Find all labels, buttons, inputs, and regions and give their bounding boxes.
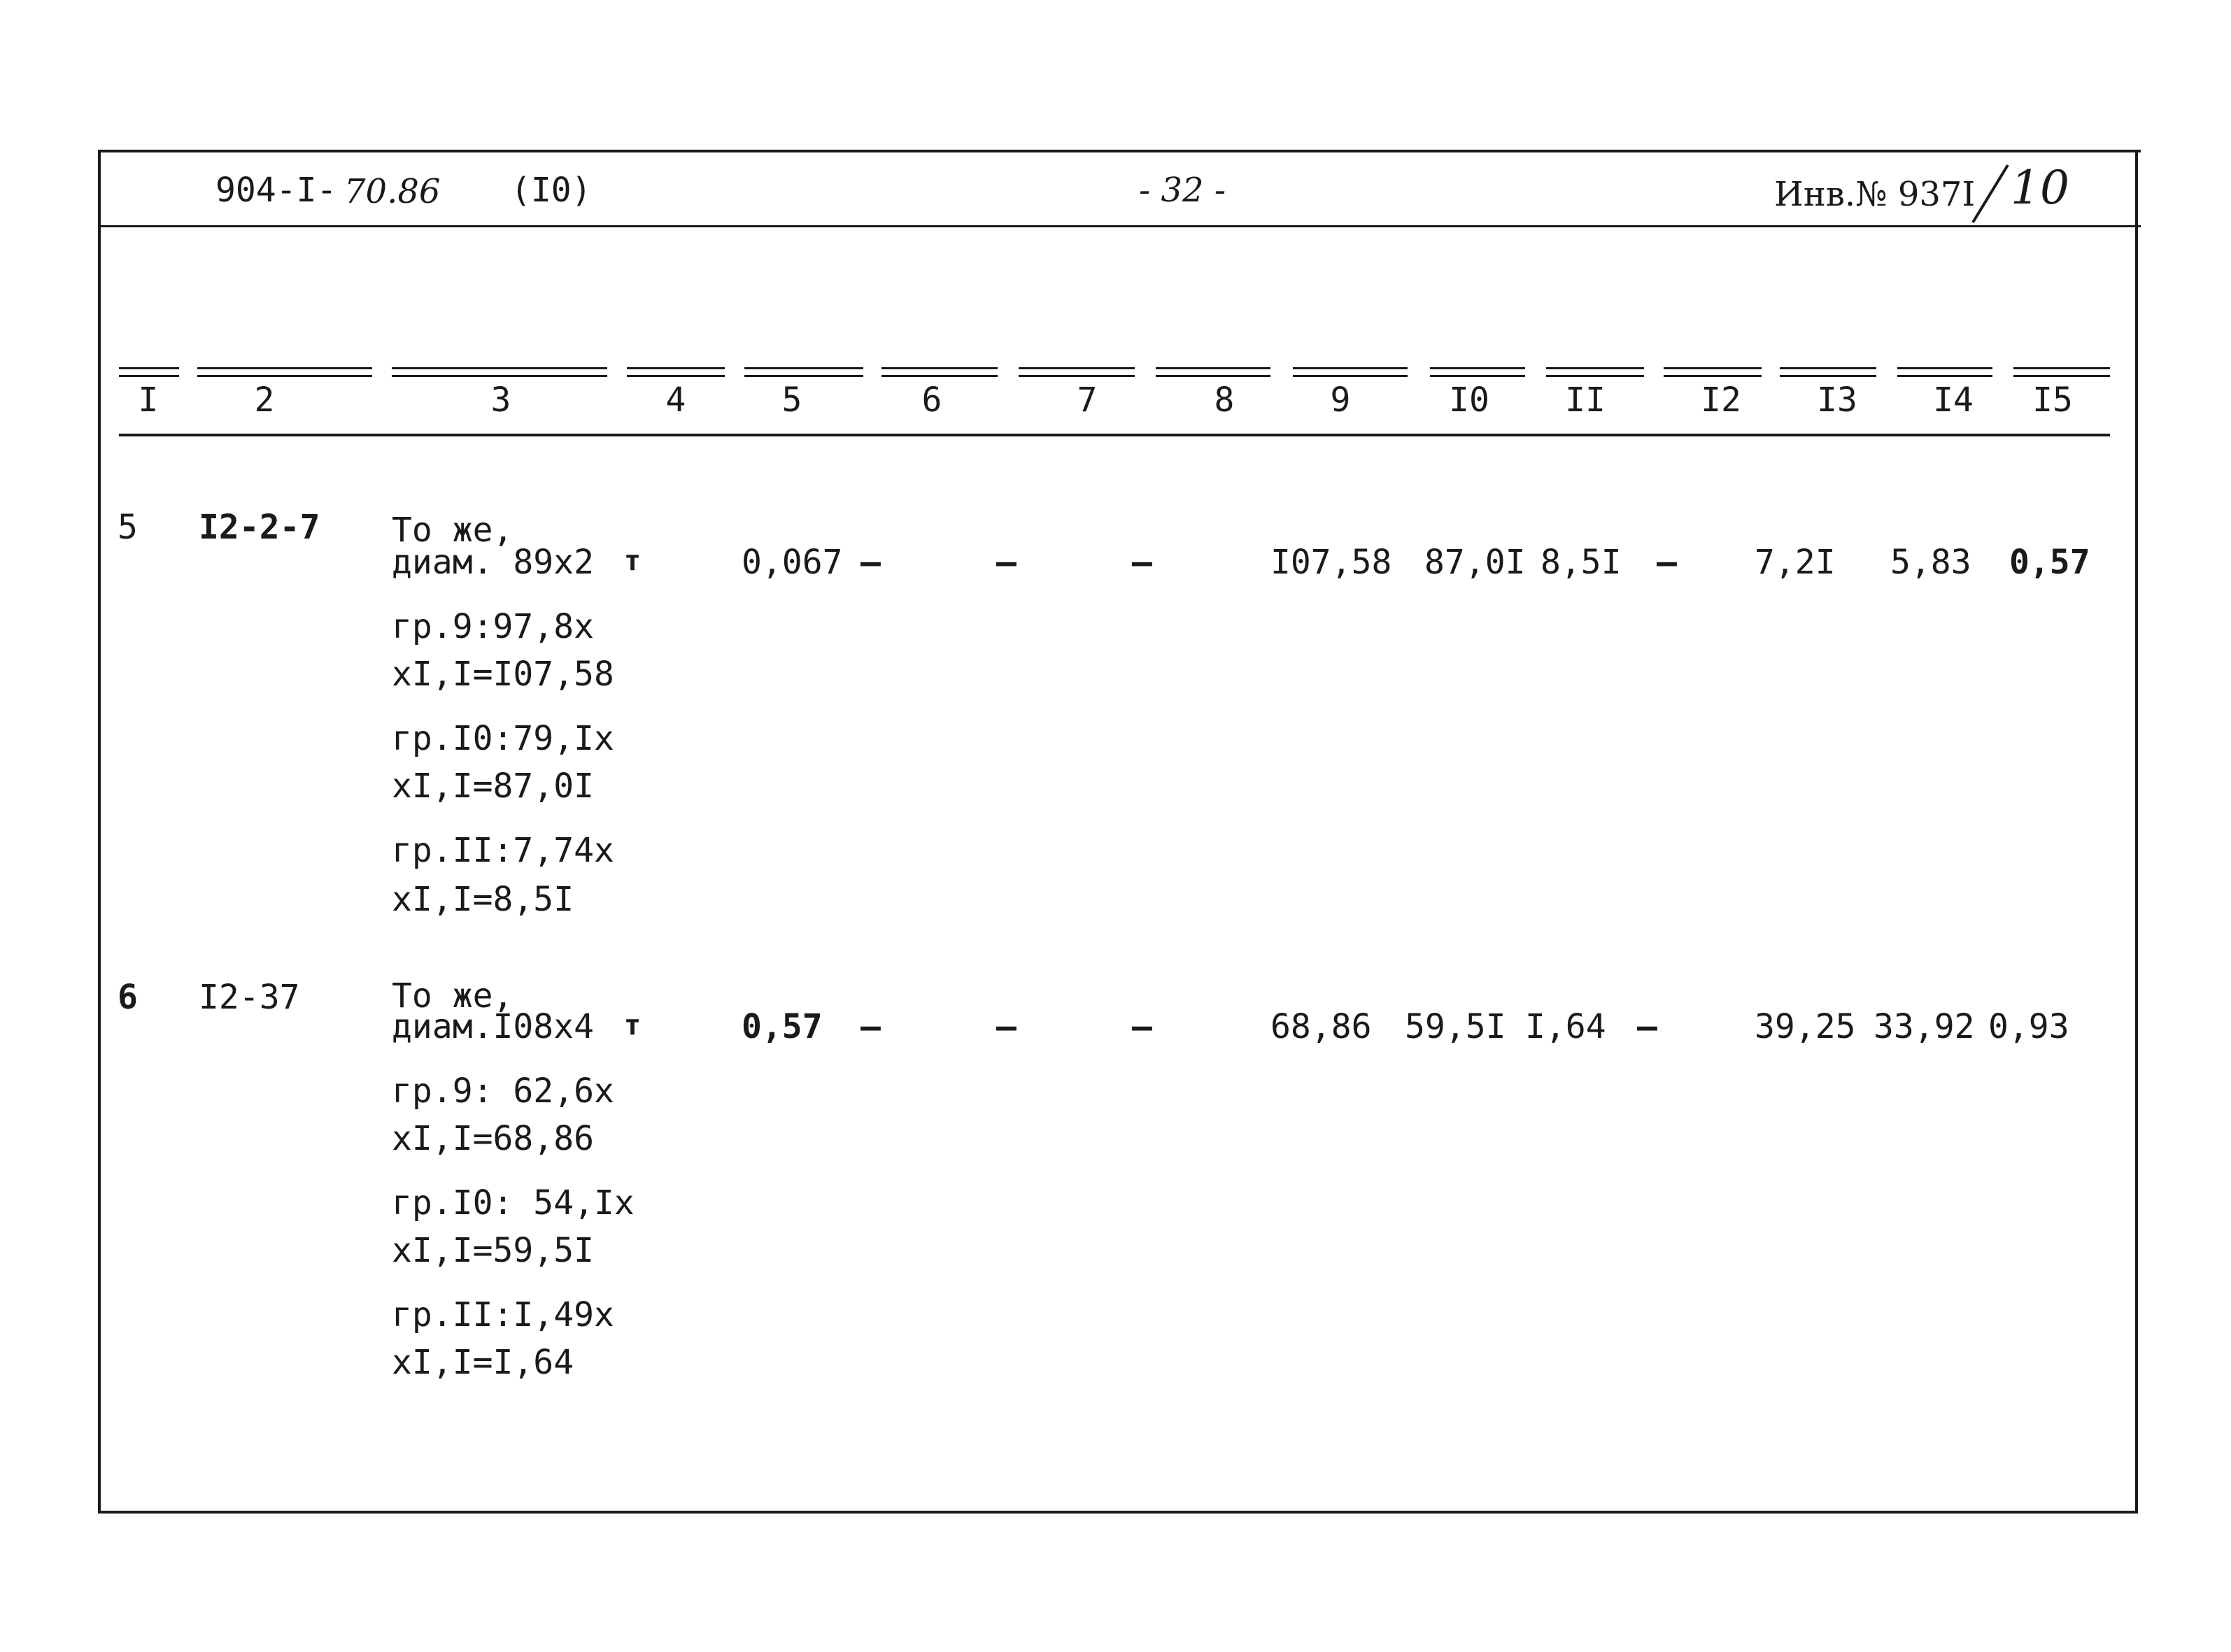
col-header-9: 9 bbox=[1330, 380, 1351, 420]
row-code: I2-2-7 bbox=[199, 508, 320, 547]
row-desc-line2: диам. 89x2 bbox=[392, 543, 594, 582]
calc-note-line: xI,I=I,64 bbox=[392, 1343, 574, 1382]
calc-note-line: гр.I0: 54,Ix bbox=[392, 1183, 635, 1223]
calc-note-line: гр.I0:79,Ix bbox=[392, 719, 614, 758]
row-col13: 39,25 bbox=[1755, 1007, 1856, 1046]
row-col8: – bbox=[1132, 1007, 1152, 1046]
col-header-14: I4 bbox=[1933, 380, 1974, 420]
calc-note-line: xI,I=I07,58 bbox=[392, 655, 614, 694]
row-desc-line1: То же, bbox=[392, 976, 514, 1016]
calc-note-line: гр.II:I,49x bbox=[392, 1295, 614, 1334]
doc-code-printed: 904-I- bbox=[215, 171, 337, 210]
row-col7: – bbox=[996, 543, 1017, 582]
row-col13: 7,2I bbox=[1755, 543, 1836, 582]
header-underline bbox=[119, 434, 2110, 436]
col-rule-5 bbox=[744, 367, 863, 377]
col-header-8: 8 bbox=[1214, 380, 1235, 420]
col-header-10: I0 bbox=[1449, 380, 1489, 420]
row-desc-line1: То же, bbox=[392, 511, 514, 550]
row-col6: – bbox=[860, 543, 881, 582]
col-rule-7 bbox=[1019, 367, 1135, 377]
col-header-6: 6 bbox=[921, 380, 942, 420]
row-unit: т bbox=[624, 545, 642, 577]
col-rule-15 bbox=[2013, 367, 2110, 377]
inventory-slash-icon bbox=[1969, 162, 2011, 225]
col-header-7: 7 bbox=[1077, 380, 1098, 420]
row-number: 6 bbox=[118, 978, 138, 1017]
calc-note-line: xI,I=8,5I bbox=[392, 880, 574, 919]
col-header-11: II bbox=[1565, 380, 1606, 420]
inventory-label: Инв.№ 937I bbox=[1774, 175, 1976, 214]
row-col11: 8,5I bbox=[1541, 543, 1622, 582]
row-col12: – bbox=[1657, 543, 1677, 582]
row-code: I2-37 bbox=[199, 978, 300, 1017]
calc-note-line: xI,I=87,0I bbox=[392, 767, 594, 806]
col-rule-13 bbox=[1780, 367, 1876, 377]
frame-header-divider bbox=[98, 225, 2141, 227]
calc-note-line: xI,I=68,86 bbox=[392, 1119, 594, 1158]
doc-code-handwritten: 70.86 bbox=[344, 172, 441, 211]
col-header-15: I5 bbox=[2032, 380, 2073, 420]
col-rule-14 bbox=[1897, 367, 1992, 377]
page-number: - 32 - bbox=[1139, 171, 1226, 210]
row-col12: – bbox=[1637, 1007, 1657, 1046]
row-col10: 59,5I bbox=[1405, 1007, 1506, 1046]
calc-note-line: гр.II:7,74x bbox=[392, 831, 614, 870]
sheet-ref: (I0) bbox=[511, 171, 592, 210]
calc-note-line: xI,I=59,5I bbox=[392, 1231, 594, 1270]
col-rule-11 bbox=[1546, 367, 1644, 377]
calc-note-line: гр.9: 62,6x bbox=[392, 1071, 614, 1111]
col-rule-1 bbox=[119, 367, 179, 377]
row-col10: 87,0I bbox=[1424, 543, 1526, 582]
col-rule-2 bbox=[197, 367, 372, 377]
col-header-5: 5 bbox=[781, 380, 802, 420]
row-col7: – bbox=[996, 1007, 1017, 1046]
col-rule-10 bbox=[1430, 367, 1525, 377]
row-col14: 33,92 bbox=[1874, 1007, 1975, 1046]
col-rule-12 bbox=[1664, 367, 1762, 377]
col-rule-3 bbox=[392, 367, 607, 377]
row-col15: 0,93 bbox=[1988, 1007, 2069, 1046]
row-col9: 68,86 bbox=[1270, 1007, 1372, 1046]
col-header-13: I3 bbox=[1817, 380, 1857, 420]
col-header-12: I2 bbox=[1701, 380, 1741, 420]
frame-top-border bbox=[98, 150, 2141, 152]
col-header-2: 2 bbox=[254, 380, 275, 420]
calc-note-line: гр.9:97,8x bbox=[392, 607, 594, 646]
row-col15: 0,57 bbox=[2009, 543, 2090, 582]
inventory-handwritten: 10 bbox=[2011, 161, 2069, 215]
frame-right-border bbox=[2135, 150, 2138, 1514]
row-col9: I07,58 bbox=[1270, 543, 1392, 582]
col-header-3: 3 bbox=[490, 380, 511, 420]
row-col14: 5,83 bbox=[1890, 543, 1971, 582]
frame-bottom-border bbox=[98, 1511, 2138, 1514]
row-unit: т bbox=[624, 1009, 642, 1041]
row-desc-line2: диам.I08x4 bbox=[392, 1007, 594, 1046]
frame-left-border bbox=[98, 150, 101, 1514]
row-col5: 0,57 bbox=[742, 1007, 823, 1046]
row-col6: – bbox=[860, 1007, 881, 1046]
row-col8: – bbox=[1132, 543, 1152, 582]
col-rule-8 bbox=[1156, 367, 1270, 377]
col-header-4: 4 bbox=[665, 380, 686, 420]
row-col5: 0,067 bbox=[742, 543, 843, 582]
col-rule-4 bbox=[627, 367, 725, 377]
col-rule-9 bbox=[1293, 367, 1408, 377]
col-header-1: I bbox=[138, 380, 159, 420]
row-col11: I,64 bbox=[1525, 1007, 1606, 1046]
col-rule-6 bbox=[881, 367, 998, 377]
row-number: 5 bbox=[118, 508, 138, 547]
